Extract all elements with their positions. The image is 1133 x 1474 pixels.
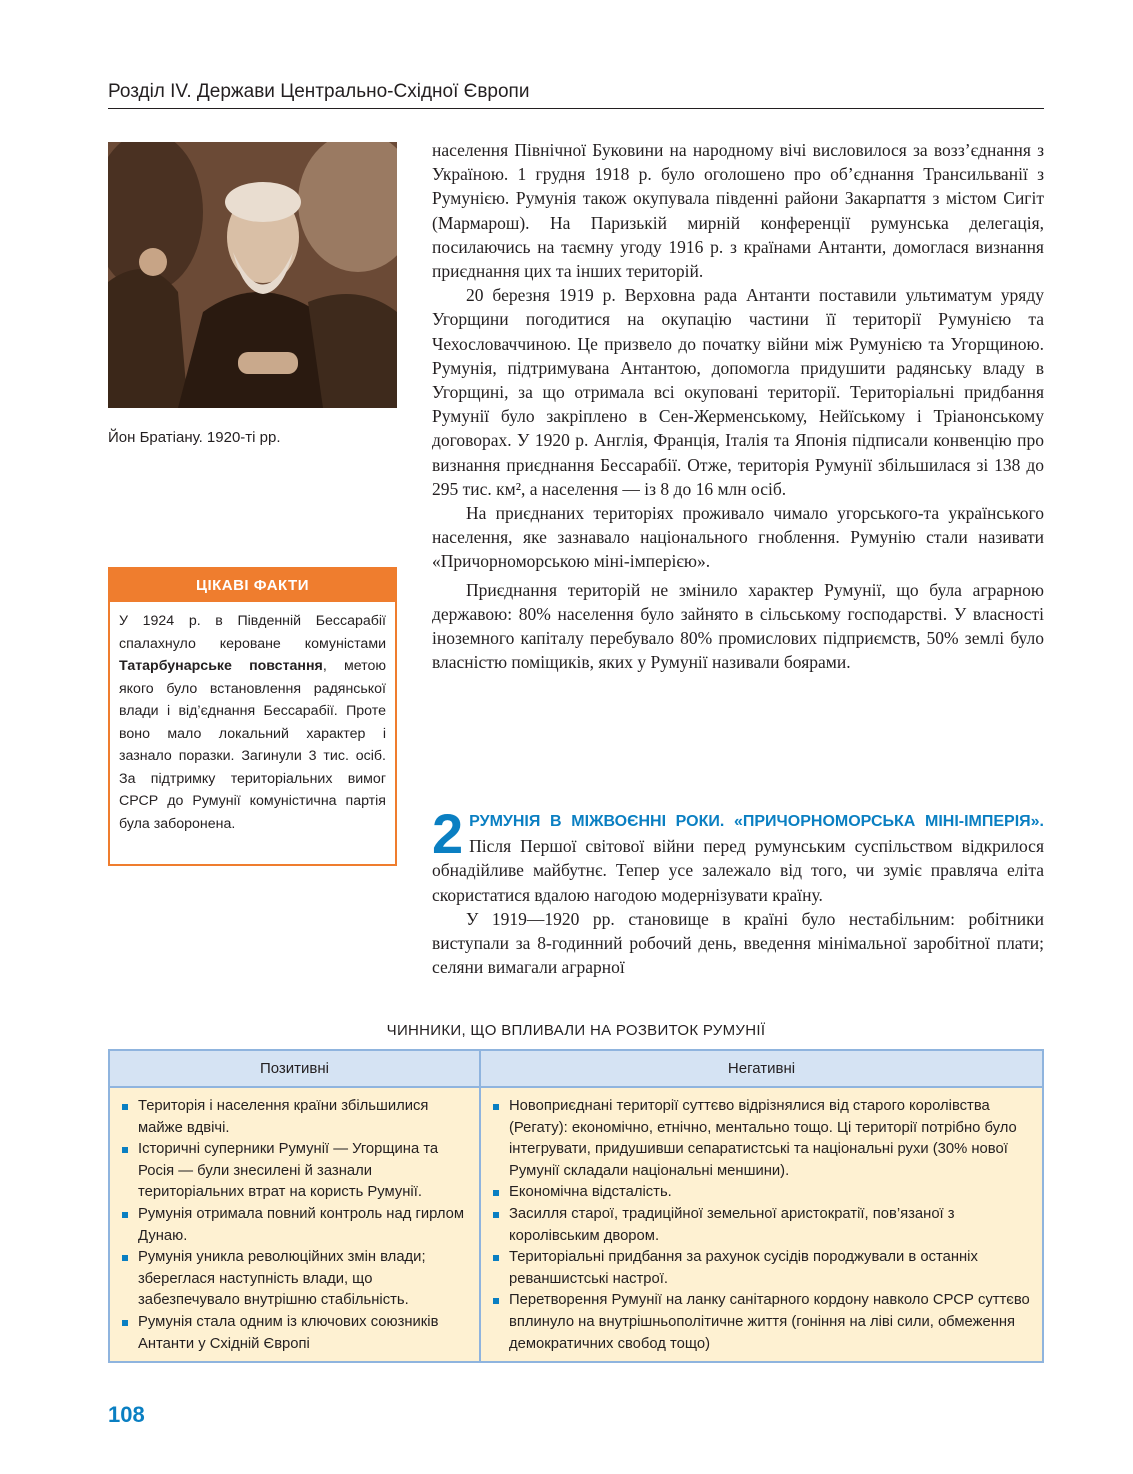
list-item: Економічна відсталість. xyxy=(491,1182,1032,1204)
portrait-photo xyxy=(108,142,397,408)
facts-text-bold: Татарбунарське повстання xyxy=(119,658,323,674)
table-caption: ЧИННИКИ, ЩО ВПЛИВАЛИ НА РОЗВИТОК РУМУНІЇ xyxy=(386,1022,766,1039)
paragraph: населення Північної Буковини на народному вічі висловилося за возз’єднання з Україною. 1 грудня 1918 р. було оголошено про об’єднання Трансильванії з Румунією. Румунія також окупувала південні райони Закарпаття з містом Сигіт (Мармарош). На Паризькій мирній конференції румунська делегація, посилаючись на таємну угоду 1916 р. з країнами Антанти, домоглася визнання приєднання цих та інших територій. xyxy=(432,140,1044,282)
list-item: Засилля старої, традиційної земельної аристократії, пов’язаної з королівським двором. xyxy=(491,1204,1032,1247)
photo-caption: Йон Братіану. 1920-ті рр. xyxy=(108,429,281,446)
list-item: Румунія отримала повний контроль над гирлом Дунаю. xyxy=(120,1204,469,1247)
list-item: Румунія стала одним із ключових союзників Антанти у Східній Європі xyxy=(120,1312,469,1355)
positive-cell xyxy=(109,1087,480,1362)
column-header-positive: Позитивні xyxy=(109,1050,480,1087)
paragraph: На приєднаних територіях проживало чимало угорського-та українського населення, яке зазнавало національного гноблення. Румунію стали називати «Причорноморською міні-імперією». xyxy=(432,503,1044,572)
facts-text xyxy=(110,602,395,835)
facts-text-end: , метою якого було встановлення радянської влади і від’єднання Бессарабії. Проте воно мало локальний характер і зазнало поразки. Загинули 3 тис. осіб. За підтримку територіальних вимог СРСР до Румунії комуністична партія була заборонена. xyxy=(119,658,386,832)
list-item: Новоприєднані території суттєво відрізнялися від старого королівства (Регату): економічно, етнічно, ментально тощо. Ці території потрібно було інтегрувати, придушивши сепаратистські та національні рухи (30% нової Румунії складали національні меншини). xyxy=(491,1096,1032,1182)
negative-list xyxy=(491,1096,1032,1355)
section-title: РУМУНІЯ В МІЖВОЄННІ РОКИ. «ПРИЧОРНОМОРСЬКА МІНІ-ІМПЕРІЯ». xyxy=(469,813,1044,830)
section-intro xyxy=(432,802,1044,907)
paragraph: У 1919—1920 рр. становище в країні було нестабільним: робітники виступали за 8-годинний робочий день, введення мінімальної заробітної плати; селяни вимагали аграрної xyxy=(432,908,1044,978)
paragraph: Приєднання територій не змінило характер Румунії, що була аграрною державою: 80% населення було зайнято в сільському господарстві. У власності іноземного капіталу перебувало 80% промислових підприємств, 50% землі було власністю поміщиків, яких у Румунії називали боярами. xyxy=(432,579,1044,673)
facts-title: ЦІКАВІ ФАКТИ xyxy=(110,569,395,602)
column-header-negative: Негативні xyxy=(480,1050,1043,1087)
list-item: Румунія уникла революційних змін влади; збереглася наступність влади, що забезпечувало внутрішню стабільність. xyxy=(120,1247,469,1312)
positive-list xyxy=(120,1096,469,1355)
main-article xyxy=(432,138,1044,674)
section-number: 2 xyxy=(432,802,464,865)
section-2 xyxy=(432,802,1044,979)
section-intro-text: Після Першої світової війни перед румунським суспільством відкрилося обнадійливе майбутнє. Тепер усе залежало від того, чи зуміє правляча еліта скористатися вдалою нагодою модернізувати країну. xyxy=(432,836,1044,905)
list-item: Територія і населення країни збільшилися майже вдвічі. xyxy=(120,1096,469,1139)
facts-text-start: У 1924 р. в Південній Бессарабії спалахнуло кероване комуністами xyxy=(119,613,386,652)
running-header xyxy=(108,78,1044,109)
paragraph: 20 березня 1919 р. Верховна рада Антанти поставили ультиматум уряду Угорщини погодитися на окупацію частини її території Румунією та Чехословаччиною. Це призвело до початку війни між Румунією та Угорщиною. Румунія, підтримувана Антантою, допомогла придушити радянську владу в Угорщині, за що отримала всі окуповані території. Територіальні придбання Румунії було закріплено в Сен-Жерменському, Нейїському і Тріанонському договорах. У 1920 р. Англія, Франція, Італія та Японія підписали конвенцію про визнання приєднання Бессарабії. Отже, територія Румунії збільшилася зі 138 до 295 тис. км², а населення — із 8 до 16 млн осіб. xyxy=(432,285,1044,499)
portrait-illustration xyxy=(108,142,397,408)
list-item: Історичні суперники Румунії — Угорщина та Росія — були знесилені й зазнали територіальних втрат на користь Румунії. xyxy=(120,1139,469,1204)
factors-table xyxy=(108,1049,1044,1363)
list-item: Перетворення Румунії на ланку санітарного кордону навколо СРСР суттєво вплинуло на внутрішньополітичне життя (гоніння на ліві сили, обмеження демократичних свобод тощо) xyxy=(491,1290,1032,1355)
list-item: Територіальні придбання за рахунок сусідів породжували в останніх реваншистські настрої. xyxy=(491,1247,1032,1290)
negative-cell xyxy=(480,1087,1043,1362)
running-title: Розділ IV. Держави Центрально-Східної Європи xyxy=(108,81,530,102)
interesting-facts-box xyxy=(108,567,397,866)
page-number: 108 xyxy=(108,1402,145,1427)
